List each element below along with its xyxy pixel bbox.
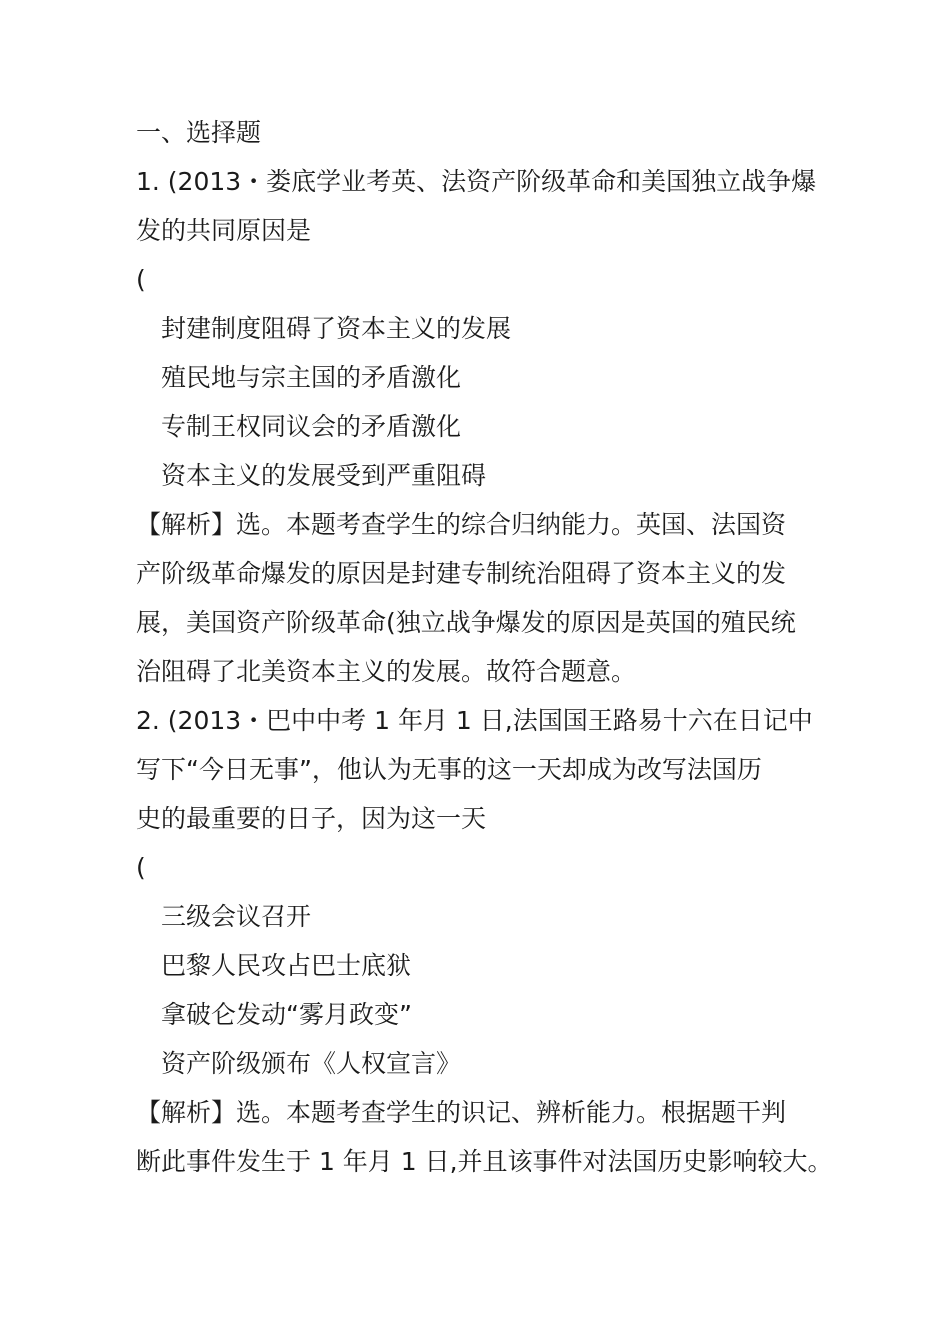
analysis-line: 展，美国资产阶级革命(独立战争爆发的原因是英国的殖民统	[136, 608, 796, 637]
answer-option: 资本主义的发展受到严重阻碍	[161, 461, 487, 490]
analysis-line: 【解析】选。本题考查学生的综合归纳能力。英国、法国资	[136, 510, 787, 539]
question-1	[136, 157, 826, 696]
document-content	[136, 108, 833, 1186]
question-stem-line: 写下“今日无事”，他认为无事的这一天却成为改写法国历	[136, 755, 762, 784]
answer-option: 资产阶级颁布《人权宣言》	[161, 1049, 462, 1078]
answer-option: 拿破仑发动“雾月政变”	[161, 1000, 412, 1029]
analysis-line: 治阻碍了北美资本主义的发展。故符合题意。	[136, 657, 637, 686]
analysis-line: 【解析】选。本题考查学生的识记、辨析能力。根据题干判	[136, 1098, 787, 1127]
question-stem-line: 发的共同原因是	[136, 216, 312, 245]
answer-parenthesis: (	[136, 853, 146, 882]
question-stem-line: 史的最重要的日子，因为这一天	[136, 804, 487, 833]
answer-option: 专制王权同议会的矛盾激化	[161, 412, 462, 441]
question-2	[136, 696, 833, 1186]
section-heading: 一、选择题	[136, 118, 262, 147]
analysis-line: 产阶级革命爆发的原因是封建专制统治阻碍了资本主义的发	[136, 559, 787, 588]
answer-option: 殖民地与宗主国的矛盾激化	[161, 363, 462, 392]
question-stem-line: 1. (2013・娄底学业考英、法资产阶级革命和美国独立战争爆	[136, 167, 817, 196]
analysis-line: 断此事件发生于 1 年月 1 日,并且该事件对法国历史影响较大。	[136, 1147, 833, 1176]
answer-option: 三级会议召开	[161, 902, 312, 931]
answer-option: 封建制度阻碍了资本主义的发展	[161, 314, 512, 343]
answer-parenthesis: (	[136, 265, 146, 294]
answer-option: 巴黎人民攻占巴士底狱	[161, 951, 412, 980]
question-stem-line: 2. (2013・巴中中考 1 年月 1 日,法国国王路易十六在日记中	[136, 706, 813, 735]
